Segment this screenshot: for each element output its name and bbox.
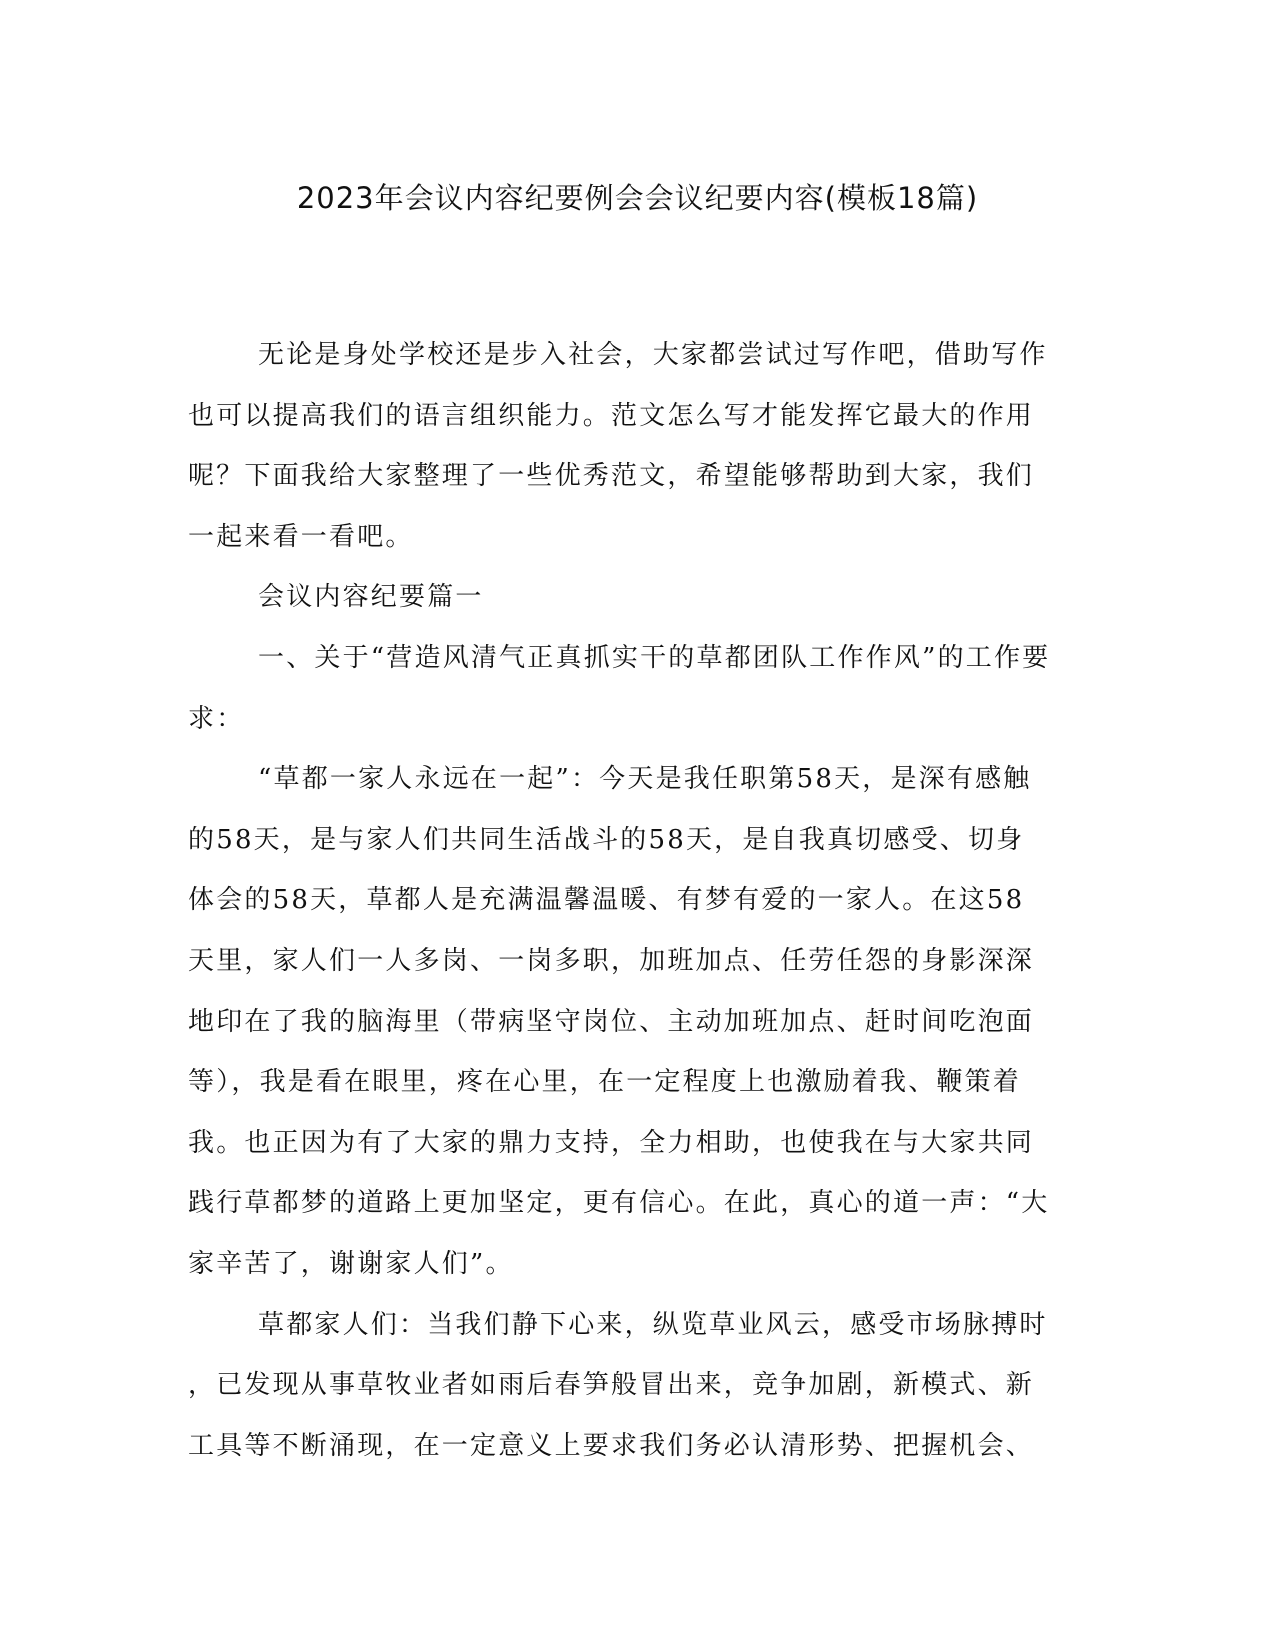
document-title: 2023年会议内容纪要例会会议纪要内容(模板18篇) — [296, 181, 979, 215]
text-line: “草都一家人永远在一起”：今天是我任职第58天，是深有感触 — [258, 764, 1032, 795]
text-line: 地印在了我的脑海里（带病坚守岗位、主动加班加点、赶时间吃泡面 — [188, 1006, 1035, 1037]
text-line: 一起来看一看吧。 — [188, 521, 414, 552]
text-line: 草都家人们：当我们静下心来，纵览草业风云，感受市场脉搏时 — [258, 1309, 1048, 1340]
text-line: 呢？下面我给大家整理了一些优秀范文，希望能够帮助到大家，我们 — [188, 461, 1035, 492]
text-line: 会议内容纪要篇一 — [258, 582, 484, 613]
text-line: 等），我是看在眼里，疼在心里，在一定程度上也激励着我、鞭策着 — [188, 1067, 1022, 1098]
text-line: 天里，家人们一人多岗、一岗多职，加班加点、任劳任怨的身影深深 — [188, 945, 1035, 976]
text-line: 践行草都梦的道路上更加坚定，更有信心。在此，真心的道一声：“大 — [188, 1188, 1050, 1219]
text-line: 的58天，是与家人们共同生活战斗的58天，是自我真切感受、切身 — [188, 824, 1025, 855]
text-line: 家辛苦了，谢谢家人们”。 — [188, 1248, 514, 1279]
text-line: 求： — [188, 703, 245, 734]
text-line: ，已发现从事草牧业者如雨后春笋般冒出来，竞争加剧，新模式、新 — [188, 1370, 1035, 1401]
text-line: 无论是身处学校还是步入社会，大家都尝试过写作吧，借助写作 — [258, 340, 1048, 370]
text-line: 工具等不断涌现，在一定意义上要求我们务必认清形势、把握机会、 — [188, 1430, 1035, 1461]
text-line: 也可以提高我们的语言组织能力。范文怎么写才能发挥它最大的作用 — [188, 400, 1035, 431]
text-line: 我。也正因为有了大家的鼎力支持，全力相助，也使我在与大家共同 — [188, 1127, 1035, 1158]
text-line: 一、关于“营造风清气正真抓实干的草都团队工作作风”的工作要 — [258, 642, 1051, 673]
document-body — [188, 325, 1068, 1476]
text-line: 体会的58天，草都人是充满温馨温暖、有梦有爱的一家人。在这58 — [188, 885, 1025, 916]
